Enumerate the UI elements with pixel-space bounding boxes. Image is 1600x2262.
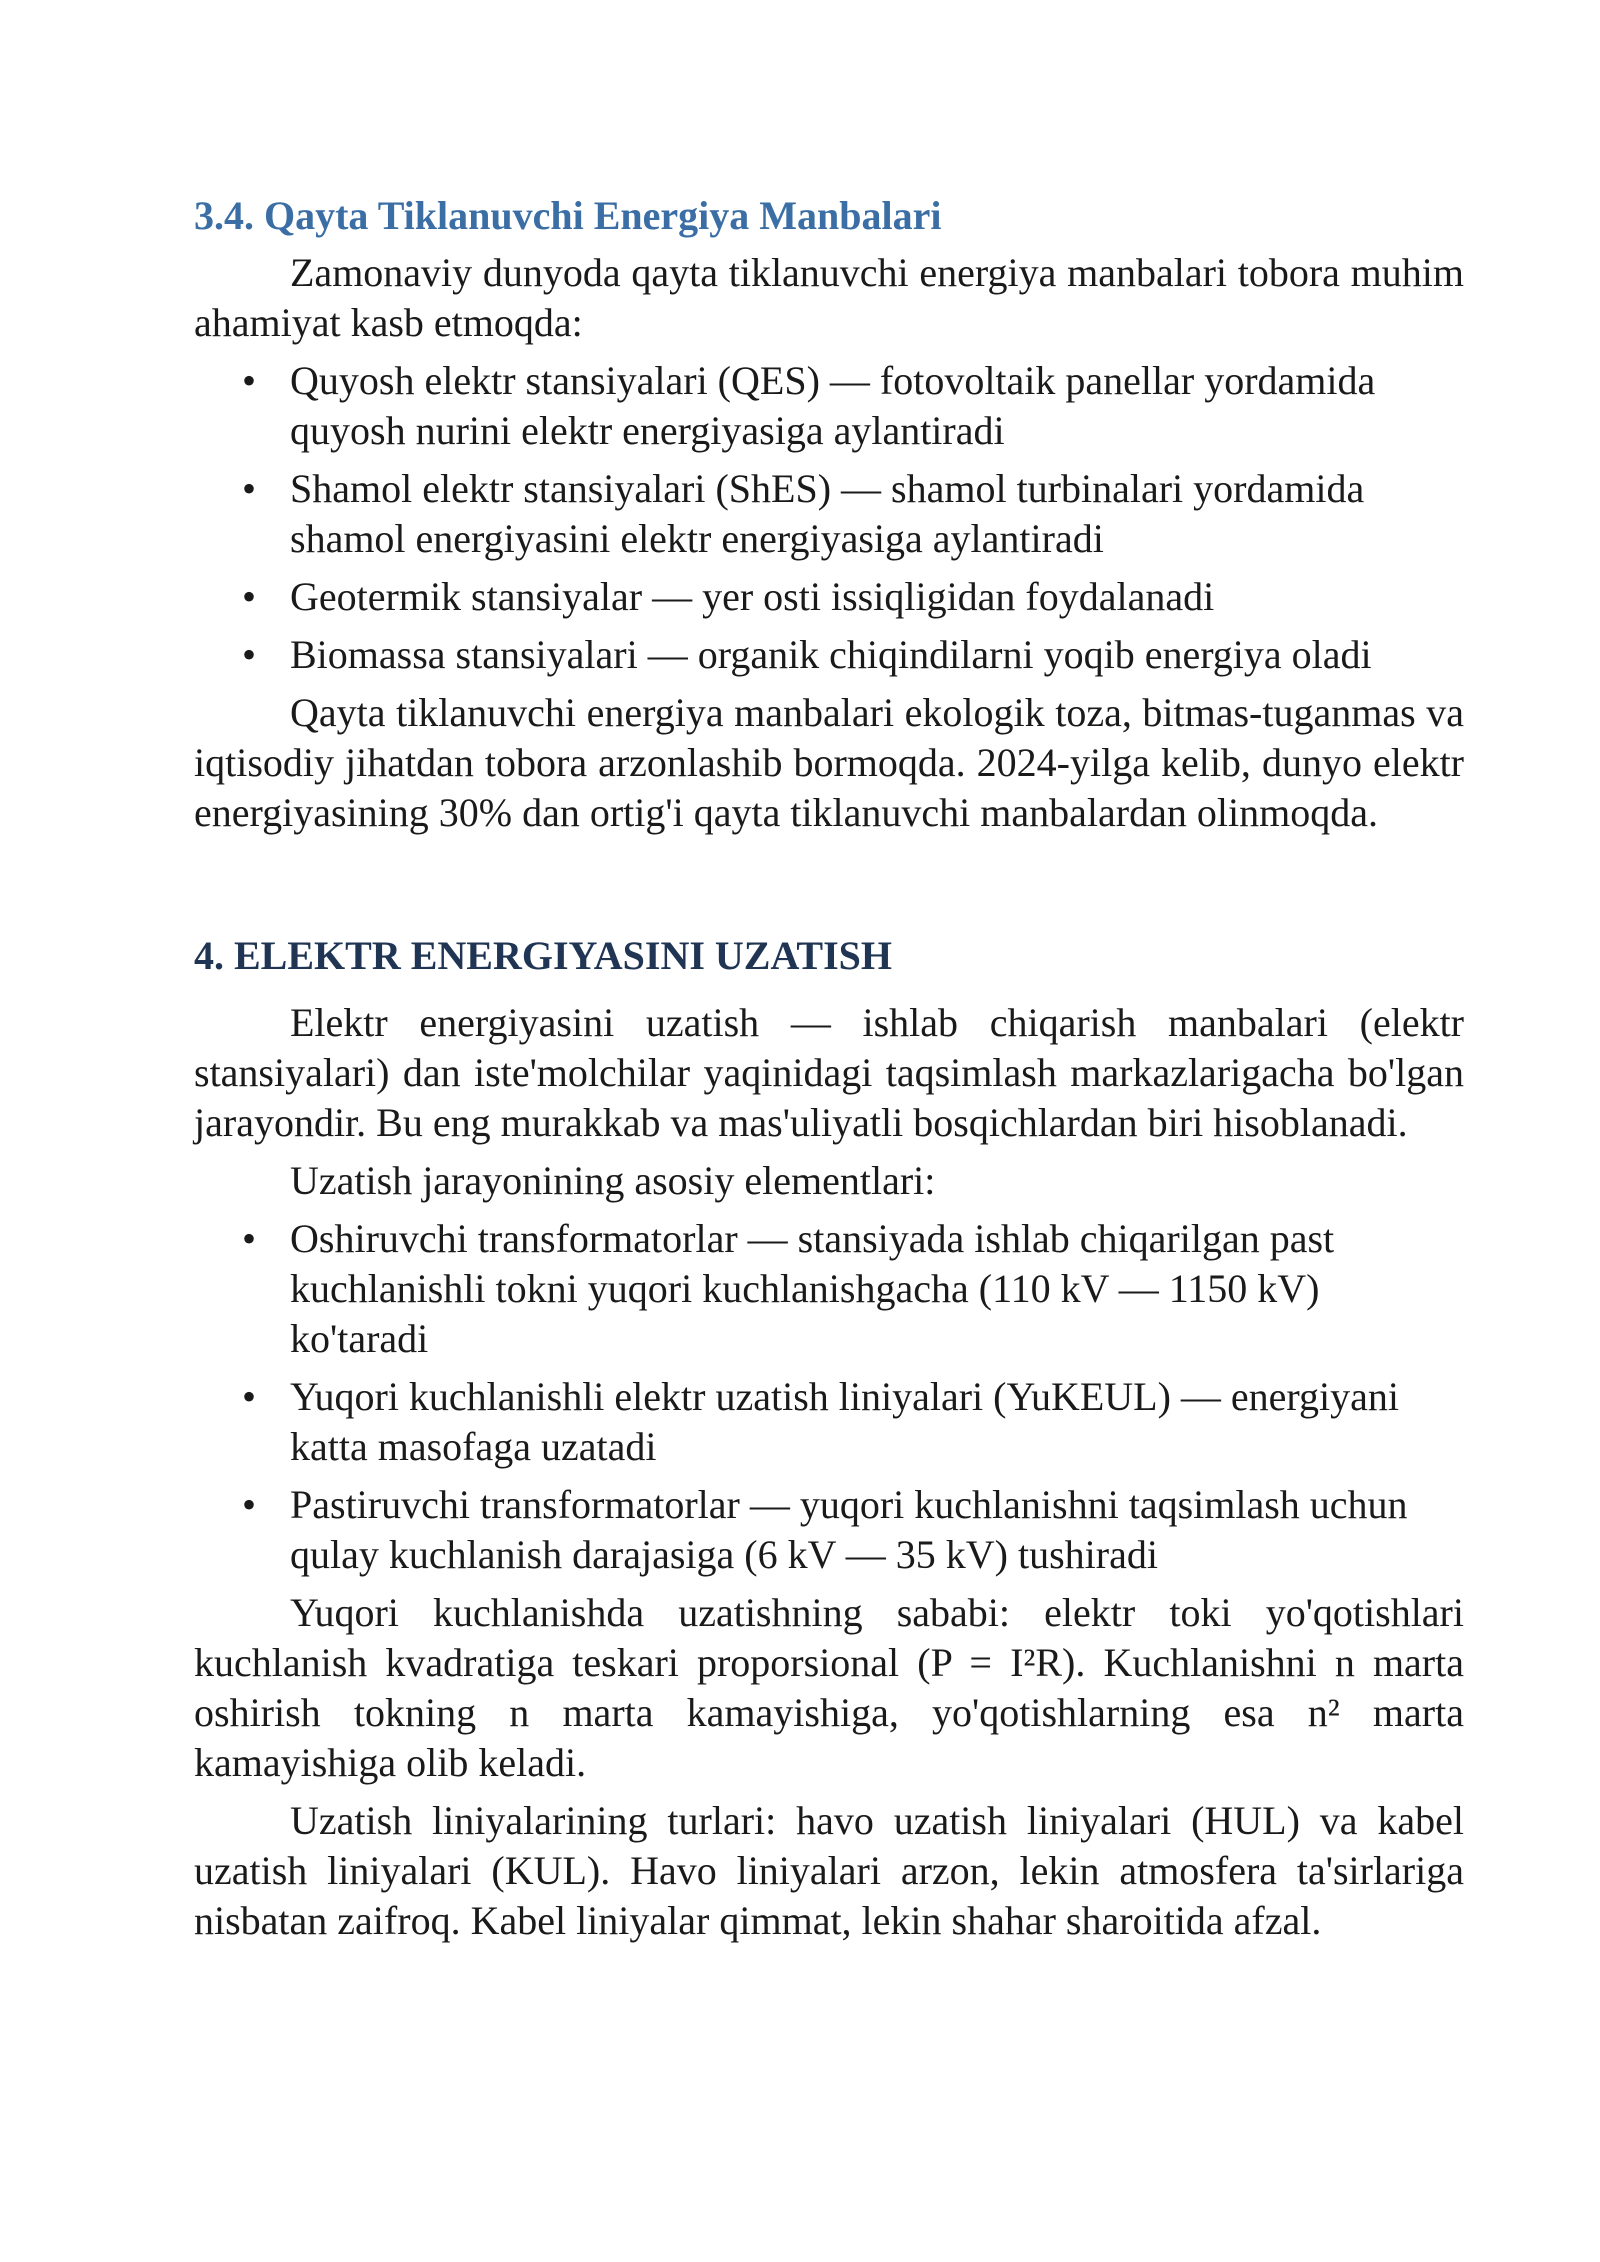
list-item-text: Biomassa stansiyalari — organik chiqindilarni yoqib energiya oladi (290, 632, 1372, 677)
subsection-intro-paragraph: Zamonaviy dunyoda qayta tiklanuvchi energiya manbalari tobora muhim ahamiyat kasb etmoqda: (194, 250, 1464, 345)
list-item (194, 356, 1464, 456)
list-item (194, 630, 1464, 680)
bullet-icon: • (242, 1374, 257, 1419)
list-item-text: Quyosh elektr stansiyalari (QES) — fotovoltaik panellar yordamida quyosh nurini elektr energiyasiga aylantiradi (290, 358, 1376, 453)
list-item-text: Oshiruvchi transformatorlar — stansiyada ishlab chiqarilgan past kuchlanishli tokni yuqori kuchlanishgacha (110 kV — 1150 kV) ko'taradi (290, 1216, 1335, 1361)
list-item (194, 1214, 1464, 1364)
list-item (194, 572, 1464, 622)
transmission-elements-list (194, 1214, 1464, 1580)
line-types-paragraph: Uzatish liniyalarining turlari: havo uzatish liniyalari (HUL) va kabel uzatish liniyalari (KUL). Havo liniyalari arzon, lekin atmosfera ta'sirlariga nisbatan zaifroq. Kabel liniyalar qimmat, lekin shahar sharoitida afzal. (194, 1798, 1464, 1943)
bullet-icon: • (242, 466, 257, 511)
renewable-sources-list (194, 356, 1464, 680)
section-intro-paragraph: Elektr energiyasini uzatish — ishlab chiqarish manbalari (elektr stansiyalari) dan iste'molchilar yaqinidagi taqsimlash markazlarigacha bo'lgan jarayondir. Bu eng murakkab va mas'uliyatli bosqichlardan biri hisoblanadi. (194, 1000, 1464, 1145)
bullet-icon: • (242, 1216, 257, 1261)
bullet-icon: • (242, 574, 257, 619)
reason-paragraph: Yuqori kuchlanishda uzatishning sababi: elektr toki yo'qotishlari kuchlanish kvadratiga teskari proporsional (P = I²R). Kuchlanishni n marta oshirish tokning n marta kamayishiga, yo'qotishlarning esa n² marta kamayishiga olib keladi. (194, 1590, 1464, 1785)
document-page (194, 190, 1464, 1954)
bullet-icon: • (242, 632, 257, 677)
bullet-icon: • (242, 1482, 257, 1527)
subsection-closing-paragraph: Qayta tiklanuvchi energiya manbalari ekologik toza, bitmas-tuganmas va iqtisodiy jihatdan tobora arzonlashib bormoqda. 2024-yilga kelib, dunyo elektr energiyasining 30% dan ortig'i qayta tiklanuvchi manbalardan olinmoqda. (194, 690, 1464, 835)
list-item (194, 464, 1464, 564)
bullet-icon: • (242, 358, 257, 403)
subsection-heading: 3.4. Qayta Tiklanuvchi Energiya Manbalari (194, 193, 942, 238)
list-item-text: Pastiruvchi transformatorlar — yuqori kuchlanishni taqsimlash uchun qulay kuchlanish darajasiga (6 kV — 35 kV) tushiradi (290, 1482, 1408, 1577)
list-item (194, 1372, 1464, 1472)
list-item-text: Yuqori kuchlanishli elektr uzatish liniyalari (YuKEUL) — energiyani katta masofaga uzatadi (290, 1374, 1399, 1469)
elements-lead-paragraph: Uzatish jarayonining asosiy elementlari: (290, 1158, 936, 1203)
list-item-text: Shamol elektr stansiyalari (ShES) — shamol turbinalari yordamida shamol energiyasini elektr energiyasiga aylantiradi (290, 466, 1365, 561)
list-item (194, 1480, 1464, 1580)
list-item-text: Geotermik stansiyalar — yer osti issiqligidan foydalanadi (290, 574, 1215, 619)
section-heading: 4. ELEKTR ENERGIYASINI UZATISH (194, 933, 892, 978)
